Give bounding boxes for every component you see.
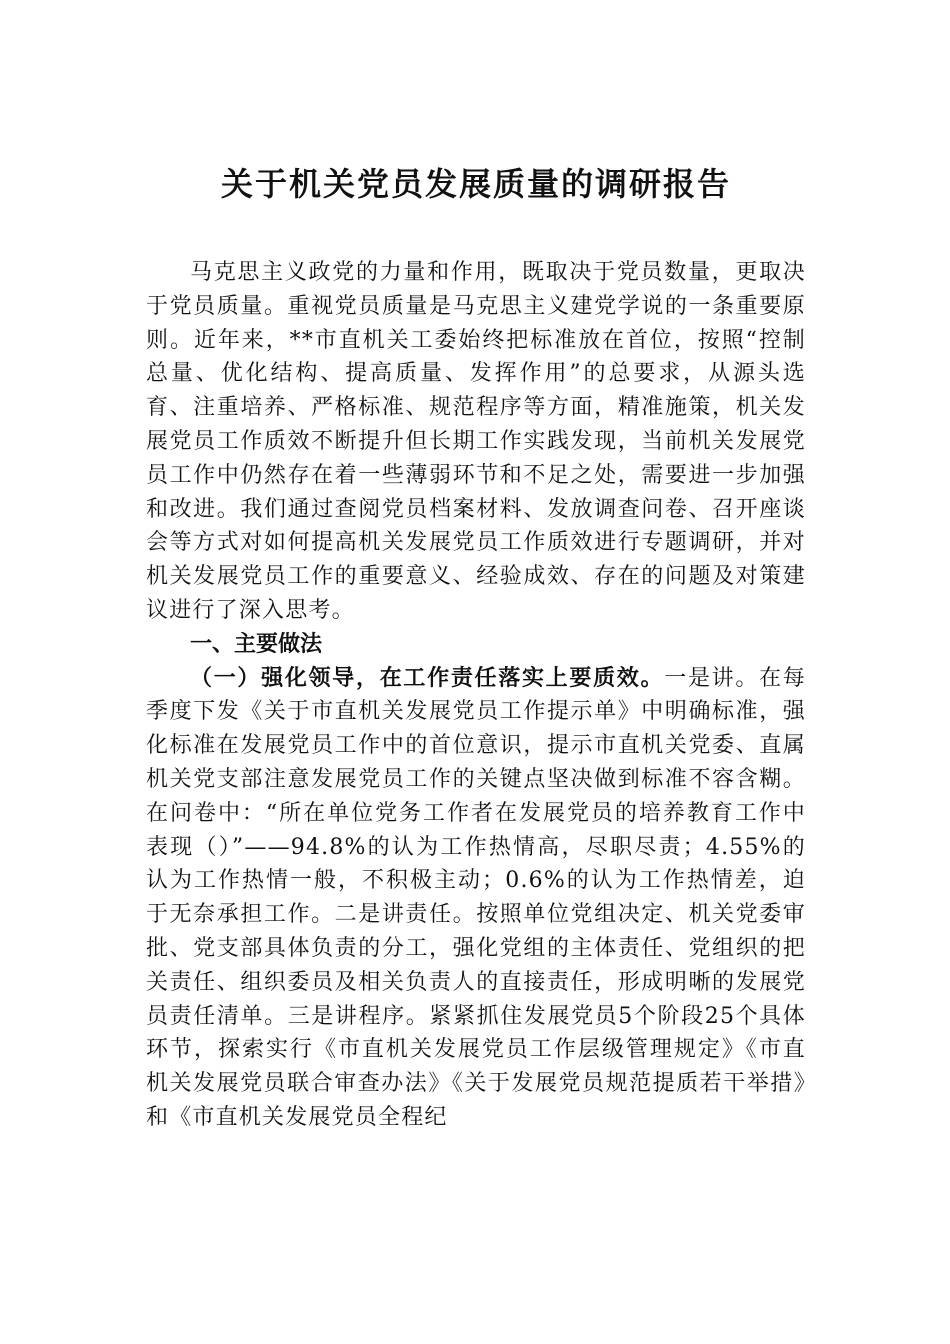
- intro-paragraph: 马克思主义政党的力量和作用，既取决于党员数量，更取决于党员质量。重视党员质量是马克思主义建党学说的一条重要原则。近年来，**市直机关工委始终把标准放在首位，按照“控制总量、优化结构、提高质量、发挥作用”的总要求，从源头选育、注重培养、严格标准、规范程序等方面，精准施策，机关发展党员工作质效不断提升但长期工作实践发现，当前机关发展党员工作中仍然存在着一些薄弱环节和不足之处，需要进一步加强和改进。我们通过查阅党员档案材料、发放调查问卷、召开座谈会等方式对如何提高机关发展党员工作质效进行专题调研，并对机关发展党员工作的重要意义、经验成效、存在的问题及对策建议进行了深入思考。: [146, 260, 806, 623]
- subsection-paragraph: [146, 662, 806, 1135]
- document-page: [146, 160, 806, 1135]
- section-heading: 一、主要做法: [190, 631, 323, 657]
- subsection-lead: （一）强化领导，在工作责任落实上要质效。: [190, 664, 665, 691]
- document-title: 关于机关党员发展质量的调研报告: [220, 165, 731, 203]
- subsection-body: 一是讲。在每季度下发《关于市直机关发展党员工作提示单》中明确标准，强化标准在发展党员工作中的首位意识，提示市直机关党委、直属机关党支部注意发展党员工作的关键点坚决做到标准不容含糊。在问卷中：“所在单位党务工作者在发展党员的培养教育工作中表现（）”——94.8%的认为工作热情高，尽职尽责；4.55%的认为工作热情一般，不积极主动；0.6%的认为工作热情差，迫于无奈承担工作。二是讲责任。按照单位党组决定、机关党委审批、党支部具体负责的分工，强化党组的主体责任、党组织的把关责任、组织委员及相关负责人的直接责任，形成明晰的发展党员责任清单。三是讲程序。紧紧抓住发展党员5个阶段25个具体环节，探索实行《市直机关发展党员工作层级管理规定》《市直机关发展党员联合审查办法》《关于发展党员规范提质若干举措》和《市直机关发展党员全程纪: [146, 665, 806, 1130]
